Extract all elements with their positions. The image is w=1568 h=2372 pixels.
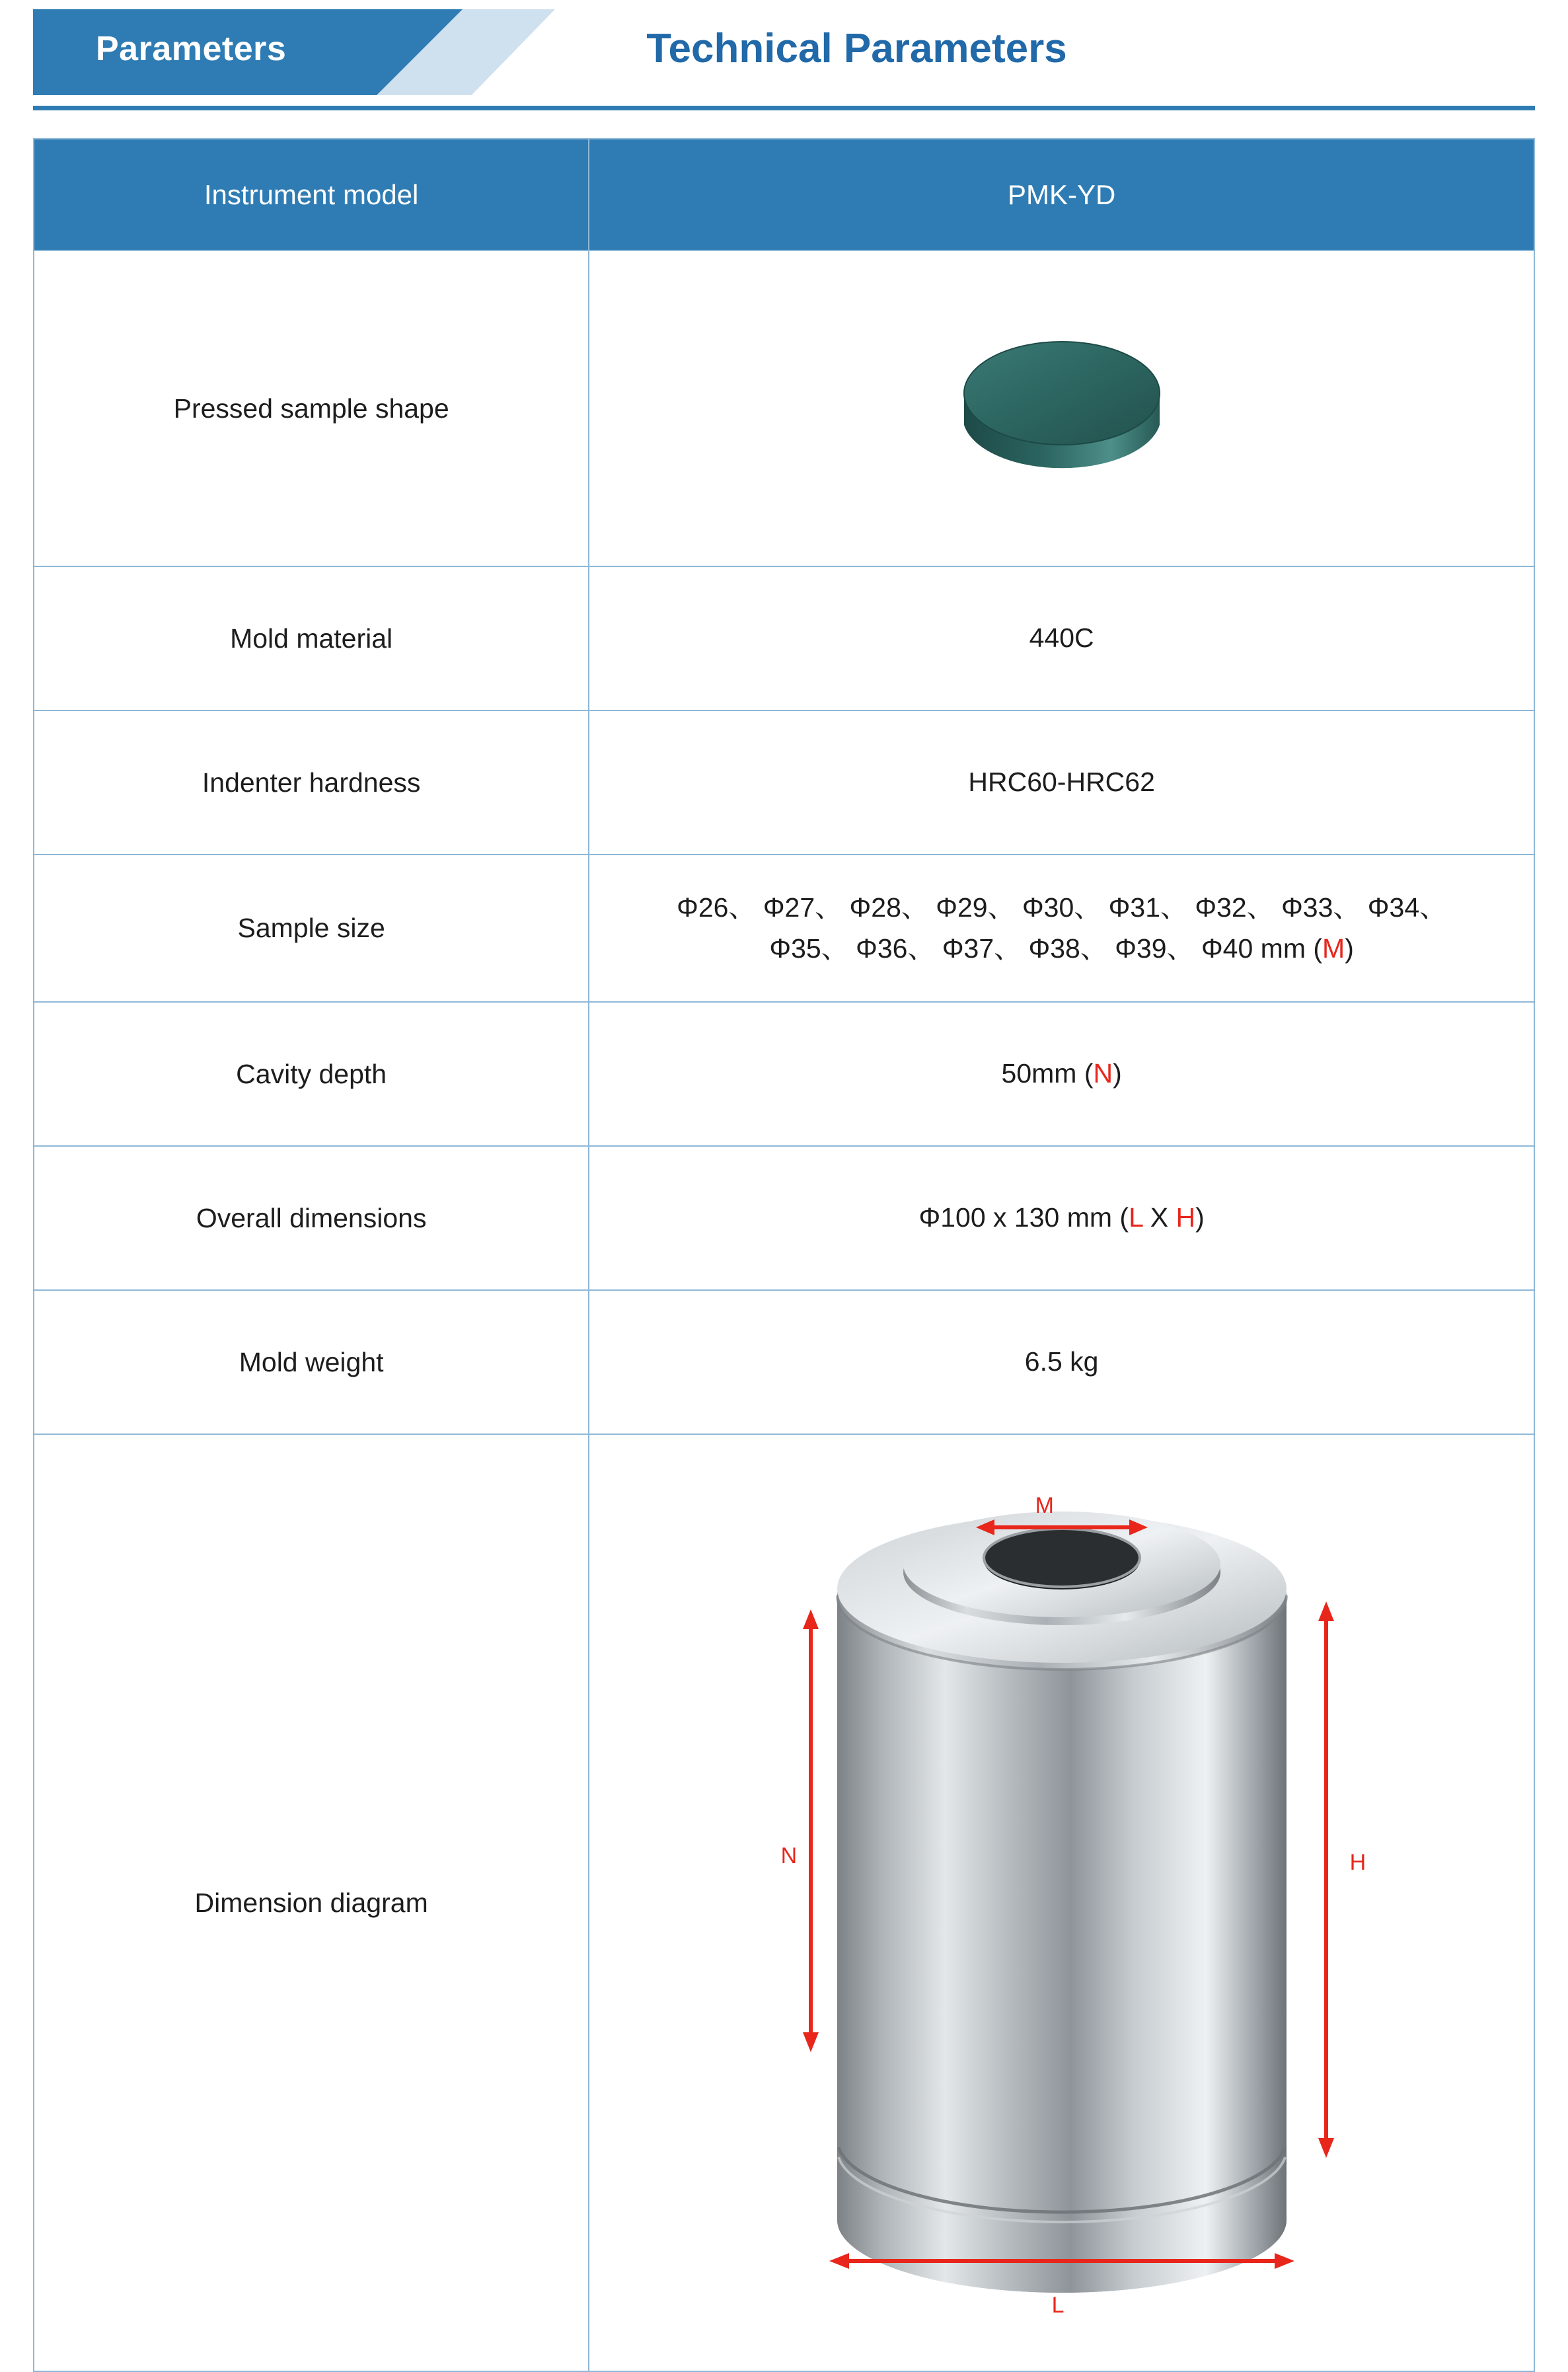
sample-size-line-2: Φ35、 Φ36、 Φ37、 Φ38、 Φ39、 Φ40 mm ( <box>769 933 1323 964</box>
header-tab-label: Parameters <box>96 30 287 68</box>
table-header-row <box>34 139 1534 250</box>
table-row-dimension-diagram <box>34 1434 1534 2371</box>
header-cell-label: Instrument model <box>34 139 589 250</box>
page-title: Technical Parameters <box>646 26 1067 71</box>
header-divider <box>33 106 1535 110</box>
overall-dimensions-close: ) <box>1195 1202 1205 1233</box>
table-row-indenter-hardness <box>34 710 1534 855</box>
mold-dimension-diagram <box>665 1473 1458 2332</box>
table-row-sample-size <box>34 855 1534 1002</box>
row-value-sample-size <box>589 855 1534 1002</box>
table-row-mold-weight <box>34 1290 1534 1434</box>
cavity-depth-value: 50mm ( <box>1001 1058 1094 1089</box>
table-row-mold-material <box>34 566 1534 710</box>
dimension-label-l: L <box>1051 2293 1064 2318</box>
table-row-overall-dimensions <box>34 1146 1534 1290</box>
table-row-cavity-depth <box>34 1002 1534 1146</box>
overall-dimensions-mark-l: L <box>1129 1202 1143 1233</box>
overall-dimensions-mark-h: H <box>1176 1202 1196 1233</box>
cavity-depth-close: ) <box>1113 1058 1122 1089</box>
row-value-mold-material: 440C <box>589 566 1534 710</box>
dimension-label-h: H <box>1349 1850 1366 1875</box>
overall-dimensions-mid: X <box>1142 1202 1176 1233</box>
row-label-pressed-sample-shape: Pressed sample shape <box>34 250 589 566</box>
row-value-indenter-hardness: HRC60-HRC62 <box>589 710 1534 855</box>
row-label-mold-weight: Mold weight <box>34 1290 589 1434</box>
row-label-overall-dimensions: Overall dimensions <box>34 1146 589 1290</box>
row-label-cavity-depth: Cavity depth <box>34 1002 589 1146</box>
sample-size-line-2-close: ) <box>1345 933 1354 964</box>
row-label-dimension-diagram: Dimension diagram <box>34 1434 589 2371</box>
row-value-dimension-diagram <box>589 1434 1534 2371</box>
sample-size-mark-m: M <box>1322 933 1345 964</box>
overall-dimensions-value: Φ100 x 130 mm ( <box>918 1202 1129 1233</box>
technical-parameters-table <box>33 138 1535 2372</box>
row-value-cavity-depth <box>589 1002 1534 1146</box>
pressed-sample-disc-graphic <box>956 319 1168 498</box>
dimension-label-n: N <box>780 1843 798 1868</box>
row-label-indenter-hardness: Indenter hardness <box>34 710 589 855</box>
row-value-mold-weight: 6.5 kg <box>589 1290 1534 1434</box>
cavity-depth-mark-n: N <box>1093 1058 1113 1089</box>
dimension-label-m: M <box>1035 1493 1054 1518</box>
table-row-pressed-sample-shape <box>34 250 1534 566</box>
row-value-overall-dimensions <box>589 1146 1534 1290</box>
row-label-sample-size: Sample size <box>34 855 589 1002</box>
page-header <box>33 0 1535 122</box>
row-value-pressed-sample-shape <box>589 250 1534 566</box>
row-label-mold-material: Mold material <box>34 566 589 710</box>
sample-size-line-1: Φ26、 Φ27、 Φ28、 Φ29、 Φ30、 Φ31、 Φ32、 Φ33、 Φ34、 <box>677 892 1447 923</box>
header-cell-value: PMK-YD <box>589 139 1534 250</box>
